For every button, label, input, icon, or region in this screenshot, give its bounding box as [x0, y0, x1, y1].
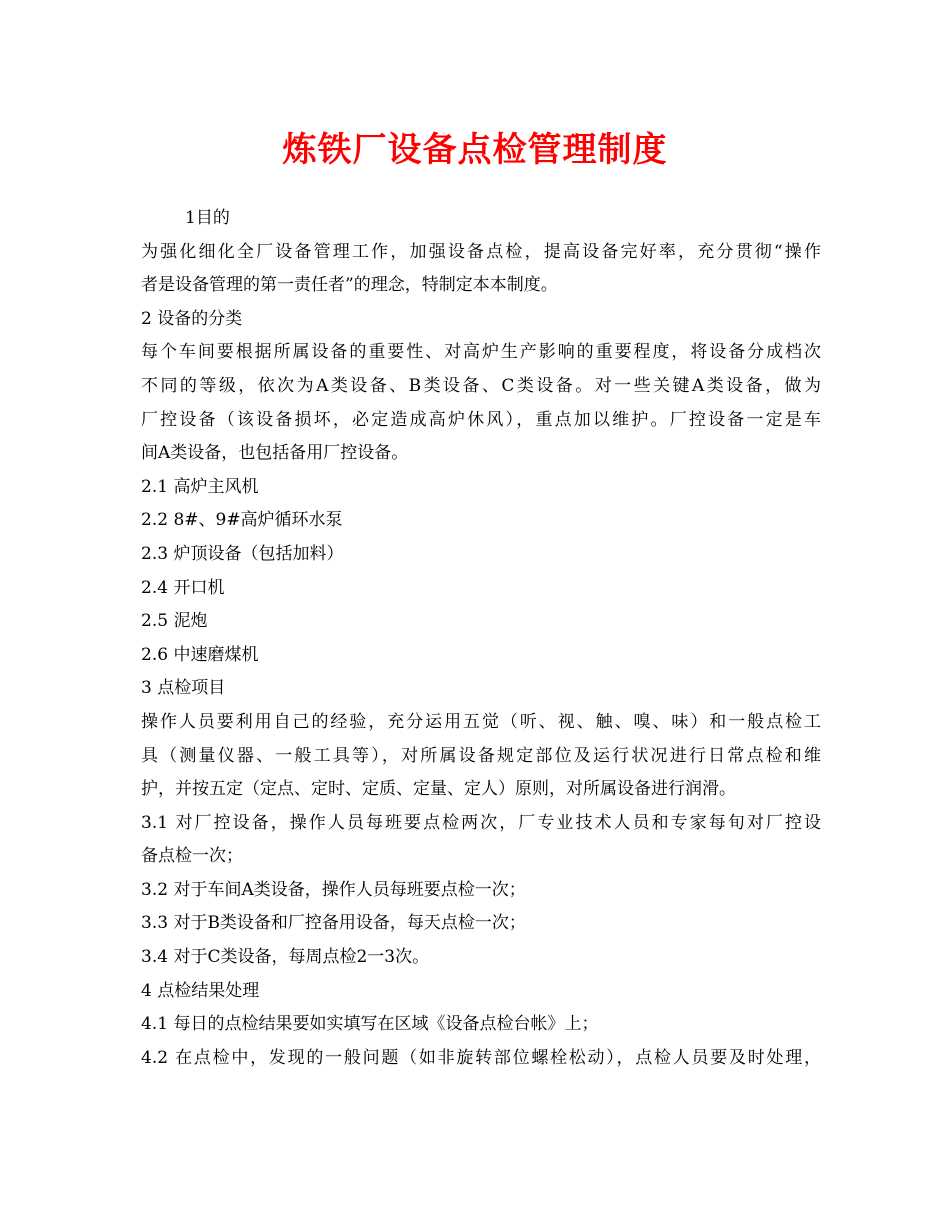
text-line: 2.4 开口机: [141, 577, 225, 598]
text-line: 4.1 每日的点检结果要如实填写在区域《设备点检台帐》上；: [141, 1014, 599, 1035]
page-title: 炼铁厂设备点检管理制度: [282, 130, 668, 170]
text-line: 3.4 对于C类设备，每周点检2一3次。: [141, 947, 430, 968]
text-line: 4.2 在点检中，发现的一般问题（如非旋转部位螺栓松动），点检人员要及时处理，: [141, 1047, 821, 1068]
text-line: 2.2 8#、9#高炉循环水泵: [141, 510, 343, 531]
text-line: 不同的等级，依次为A类设备、B类设备、C类设备。对一些关键A类设备，做为: [141, 375, 821, 396]
text-line: 备点检一次；: [141, 846, 243, 867]
text-line: 者是设备管理的第一责任者”的理念，特制定本本制度。: [141, 275, 558, 296]
text-line: 厂控设备（该设备损坏，必定造成高炉休风），重点加以维护。厂控设备一定是车: [141, 409, 821, 430]
text-line: 为强化细化全厂设备管理工作，加强设备点检，提高设备完好率，充分贯彻“操作: [141, 241, 821, 262]
text-line: 3.2 对于车间A类设备，操作人员每班要点检一次；: [141, 879, 526, 900]
text-line: 2.5 泥炮: [141, 611, 208, 632]
text-line: 3.3 对于B类设备和厂控备用设备，每天点检一次；: [141, 913, 526, 934]
text-line: 2.1 高炉主风机: [141, 476, 259, 497]
text-line: 具（测量仪器、一般工具等），对所属设备规定部位及运行状况进行日常点检和维: [141, 745, 821, 766]
text-line: 间A类设备，也包括备用厂控设备。: [141, 443, 409, 464]
text-line: 2.3 炉顶设备（包括加料）: [141, 543, 344, 564]
text-line: 每个车间要根据所属设备的重要性、对高炉生产影响的重要程度，将设备分成档次: [141, 342, 821, 363]
text-line: 1目的: [185, 208, 230, 228]
text-line: 操作人员要利用自己的经验，充分运用五觉（听、视、触、嗅、味）和一般点检工: [141, 711, 821, 732]
document-body: [141, 202, 821, 1075]
text-line: 2 设备的分类: [141, 308, 243, 329]
text-line: 3.1 对厂控设备，操作人员每班要点检两次，厂专业技术人员和专家每旬对厂控设: [141, 812, 821, 833]
text-line: 3 点检项目: [141, 678, 226, 699]
text-line: 护，并按五定（定点、定时、定质、定量、定人）原则，对所属设备进行润滑。: [141, 779, 736, 800]
text-line: 2.6 中速磨煤机: [141, 644, 259, 665]
text-line: 4 点检结果处理: [141, 980, 260, 1001]
